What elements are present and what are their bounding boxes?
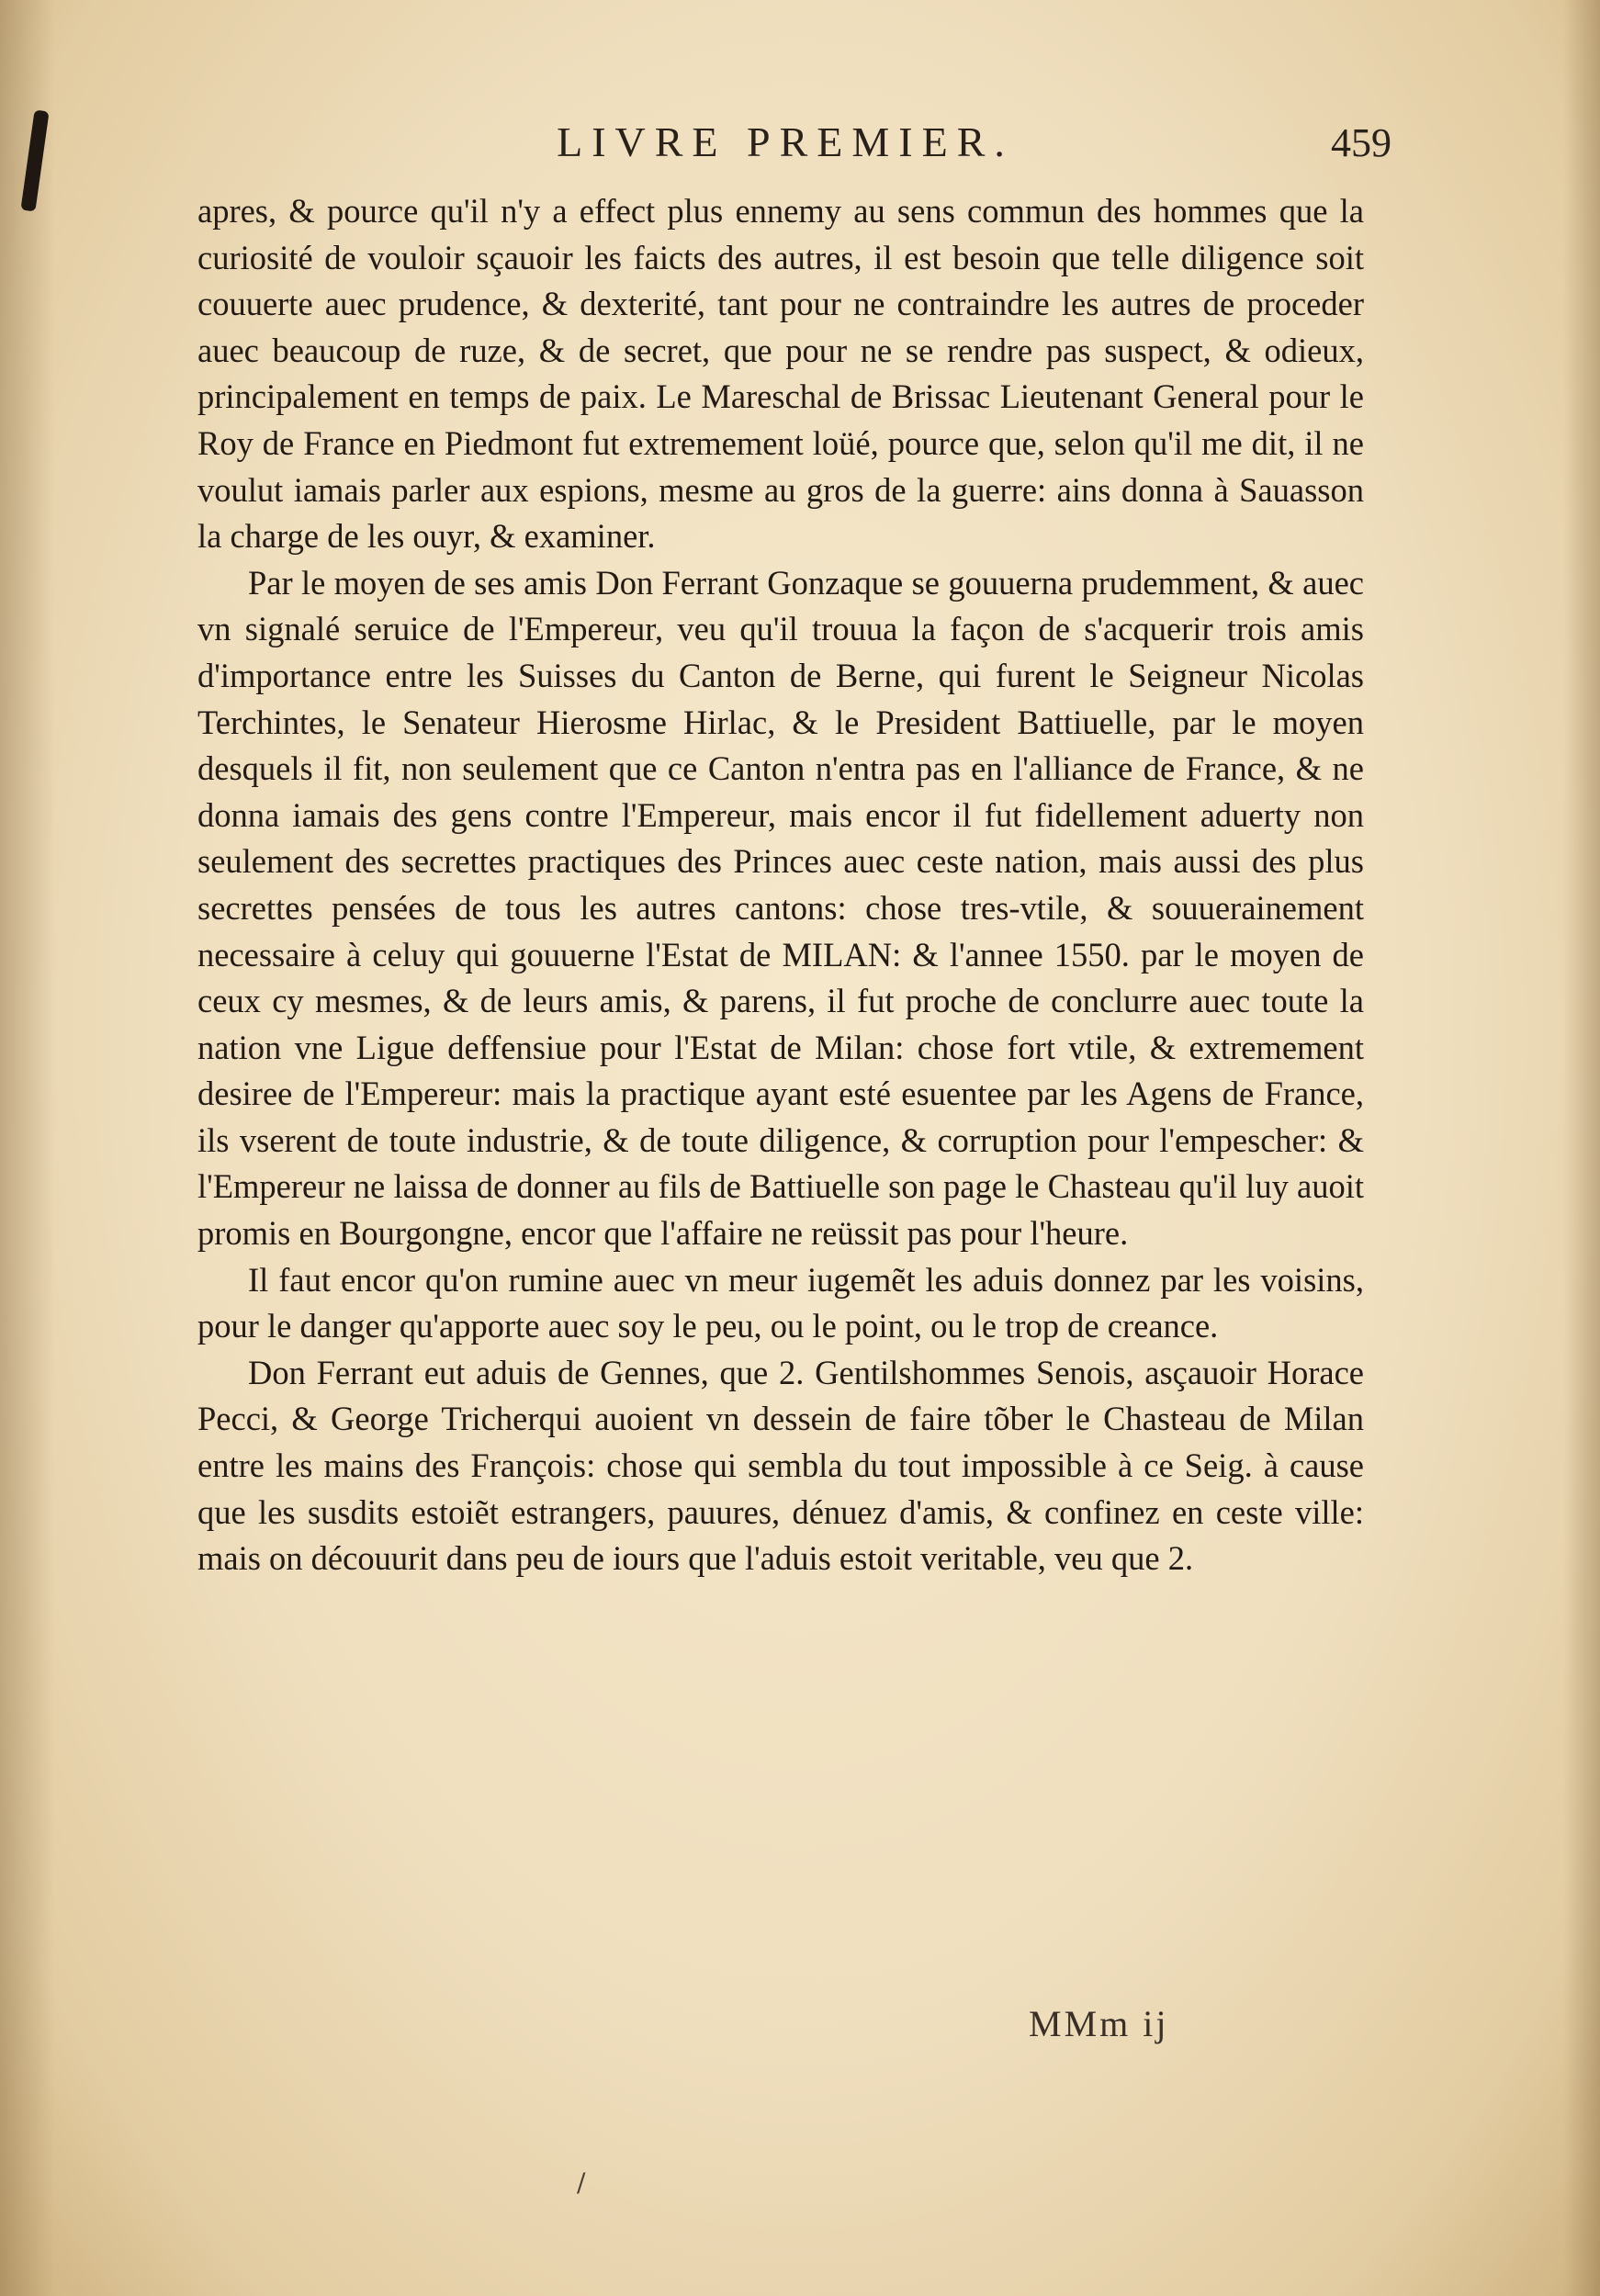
footer-mark: / (577, 2167, 586, 2198)
page-edge-shadow-right (1563, 0, 1600, 2296)
running-head (197, 118, 1392, 173)
signature-mark: MMm ij (1029, 2003, 1169, 2044)
body-text (197, 188, 1364, 1582)
running-title: LIVRE PREMIER. (557, 118, 1014, 165)
paragraph: apres, & pource qu'il n'y a effect plus ennemy au sens commun des hommes que la curiosité de vouloir sçauoir les faicts des autres, il est besoin que telle diligence soit couuerte auec prudence, & dexterité, tant pour ne contraindre les autres de proceder auec beaucoup de ruze, & de secret, que pour ne se rendre pas suspect, & odieux, principalement en temps de paix. Le Mareschal de Brissac Lieutenant General pour le Roy de France en Piedmont fut extremement loüé, pource que, selon qu'il me dit, il ne voulut iamais parler aux espions, mesme au gros de la guerre: ains donna à Sauasson la charge de les ouyr, & examiner. (197, 192, 1364, 556)
paragraph: Par le moyen de ses amis Don Ferrant Gonzaque se gouuerna prudemment, & auec vn signalé seruice de l'Empereur, veu qu'il trouua la façon de s'acquerir trois amis d'importance entre les Suisses du Canton de Berne, qui furent le Seigneur Nicolas Terchintes, le Senateur Hierosme Hirlac, & le President Battiuelle, par le moyen desquels il fit, non seulement que ce Canton n'entra pas en l'alliance de France, & ne donna iamais des gens contre l'Empereur, mais encor il fut fidellement aduerty non seulement des secrettes practiques des Princes auec ceste nation, mais aussi des plus secrettes pensées de tous les autres cantons: chose tres-vtile, & souuerainement necessaire à celuy qui gouuerne l'Estat de MILAN: & l'annee 1550. par le moyen de ceux cy mesmes, & de leurs amis, & parens, il fut proche de conclurre auec toute la nation vne Ligue deffensiue pour l'Estat de Milan: chose fort vtile, & extremement desiree de l'Empereur: mais la practique ayant esté esuentee par les Agens de France, ils vserent de toute industrie, & de toute diligence, & corruption pour l'empescher: & l'Empereur ne laissa de donner au fils de Battiuelle son page le Chasteau qu'il luy auoit promis en Bourgongne, encor que l'affaire ne reüssit pas pour l'heure. (197, 563, 1364, 1253)
page-edge-shadow-left (0, 0, 55, 2296)
paragraph: Il faut encor qu'on rumine auec vn meur iugemẽt les aduis donnez par les voisins, pour le danger qu'apporte auec soy le peu, ou le point, ou le trop de creance. (197, 1260, 1364, 1345)
page-number: 459 (1331, 120, 1392, 165)
paragraph: Don Ferrant eut aduis de Gennes, que 2. Gentilshommes Senois, asçauoir Horace Pecci, & George Tricherqui auoient vn dessein de faire tõber le Chasteau de Milan entre les mains des François: chose qui sembla du tout impossible à ce Seig. à cause que les susdits estoiẽt estrangers, pauures, dénuez d'amis, & confinez en ceste ville: mais on découurit dans peu de iours que l'aduis estoit veritable, veu que 2. (197, 1353, 1364, 1578)
